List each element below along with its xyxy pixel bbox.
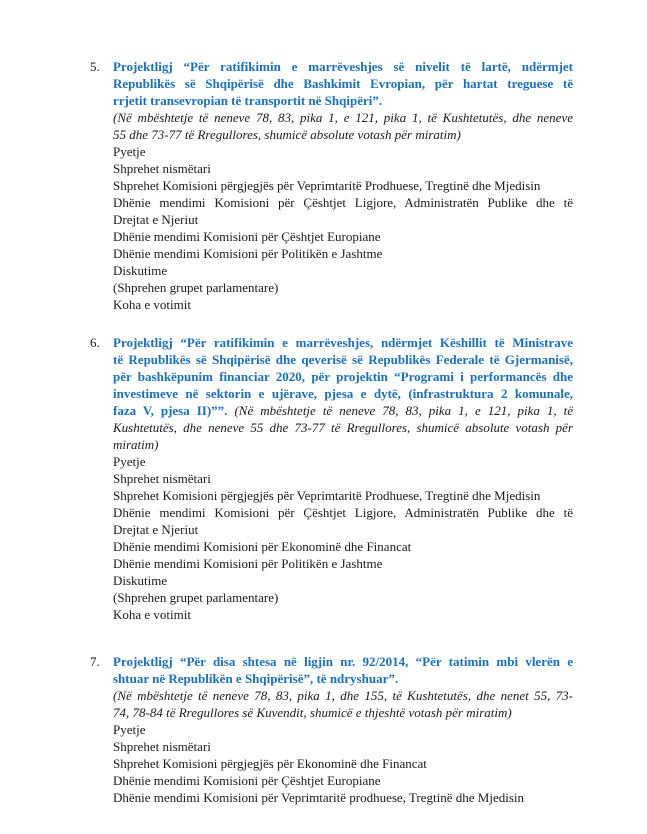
- item-procedure-line: [113, 504, 573, 521]
- item-title-line: [113, 653, 573, 670]
- item-title-line: [113, 92, 573, 109]
- procedure-text: (Shprehen grupet parlamentare): [113, 590, 279, 605]
- item-procedure-line: [113, 789, 573, 806]
- item-procedure-line: [113, 211, 573, 228]
- title-text: të Republikës së Shqipërisë dhe qeverisë së Republikës Federale të Gjermanisë,: [113, 352, 573, 367]
- procedure-text: Diskutime: [113, 573, 168, 588]
- item-legal-basis-line: [113, 419, 573, 436]
- item-procedure-line: [113, 262, 573, 279]
- item-content: [113, 58, 573, 313]
- procedure-text: Dhënie mendimi Komisioni për Çështjet Ligjore, Administratën Publike dhe të: [113, 195, 573, 210]
- item-legal-basis-line: [113, 687, 573, 704]
- item-procedure-line: [113, 721, 573, 738]
- item-procedure-line: [113, 143, 573, 160]
- procedure-text: Drejtat e Njeriut: [113, 212, 199, 227]
- item-procedure-line: [113, 555, 573, 572]
- legal-basis-text: Kushtetutës, dhe neneve 55 dhe 73-77 të Rregullores, shumicë absolute votash për: [113, 420, 573, 435]
- item-number: 6.: [90, 335, 100, 350]
- procedure-text: Dhënie mendimi Komisioni për Ekonominë dhe Financat: [113, 539, 412, 554]
- item-title-line: [113, 670, 573, 687]
- title-text: Projektligj “Për ratifikimin e marrëveshjes, ndërmjet Këshillit të Ministrave: [113, 335, 573, 350]
- procedure-text: Pyetje: [113, 144, 146, 159]
- procedure-text: Dhënie mendimi Komisioni për Çështjet Europiane: [113, 229, 381, 244]
- procedure-text: Shprehet Komisioni përgjegjës për Veprimtaritë Prodhuese, Tregtinë dhe Mjedisin: [113, 488, 541, 503]
- item-legal-basis-line: [113, 436, 573, 453]
- item-procedure-line: [113, 194, 573, 211]
- procedure-text: Diskutime: [113, 263, 168, 278]
- item-procedure-line: [113, 772, 573, 789]
- item-title-line: [113, 351, 573, 368]
- procedure-text: Pyetje: [113, 722, 146, 737]
- item-legal-basis-line: [113, 704, 573, 721]
- agenda-item: [90, 653, 647, 806]
- item-procedure-line: [113, 521, 573, 538]
- item-procedure-line: [113, 487, 573, 504]
- item-title-line: [113, 75, 573, 92]
- procedure-text: Koha e votimit: [113, 607, 191, 622]
- procedure-text: Shprehet Komisioni përgjegjës për Veprimtaritë Prodhuese, Tregtinë dhe Mjedisin: [113, 178, 541, 193]
- procedure-text: Koha e votimit: [113, 297, 191, 312]
- title-text: rrjetit transevropian të transportit në Shqipëri”.: [113, 93, 383, 108]
- item-procedure-line: [113, 738, 573, 755]
- title-text: investimeve në sektorin e ujërave, pjesa e dytë, (infrastruktura 2 komunale,: [113, 386, 573, 401]
- procedure-text: Dhënie mendimi Komisioni për Politikën e Jashtme: [113, 246, 383, 261]
- procedure-text: Pyetje: [113, 454, 146, 469]
- item-content: [113, 334, 573, 623]
- item-procedure-line: [113, 572, 573, 589]
- item-legal-basis-line: [113, 109, 573, 126]
- item-title-line: [113, 334, 573, 351]
- legal-basis-text: 55 dhe 73-77 të Rregullores, shumicë absolute votash për miratim): [113, 127, 461, 142]
- legal-basis-text: (Në mbështetje të neneve 78, 83, pika 1, dhe 155, të Kushtetutës, dhe nenet 55, 73-: [113, 688, 573, 703]
- legal-basis-text: (Në mbështetje të neneve 78, 83, pika 1, e 121, pika 1, të Kushtetutës, dhe neneve: [113, 110, 573, 125]
- title-text: për bashkëpunim financiar 2020, për projektin “Programi i performancës dhe: [113, 369, 573, 384]
- procedure-text: Dhënie mendimi Komisioni për Çështjet Ligjore, Administratën Publike dhe të: [113, 505, 573, 520]
- agenda-item: [90, 334, 647, 623]
- item-title-line: [113, 58, 573, 75]
- item-number: 7.: [90, 654, 100, 669]
- title-text: Projektligj “Për disa shtesa në ligjin nr. 92/2014, “Për tatimin mbi vlerën e: [113, 654, 573, 669]
- item-procedure-line: [113, 177, 573, 194]
- title-text: Republikës së Shqipërisë dhe Bashkimit Evropian, për hartat treguese të: [113, 76, 573, 91]
- item-legal-basis-line: [113, 126, 573, 143]
- legal-basis-text: miratim): [113, 437, 159, 452]
- item-procedure-line: [113, 160, 573, 177]
- agenda-items: [90, 58, 647, 806]
- item-title-line: [113, 385, 573, 402]
- title-text: shtuar në Republikën e Shqipërisë”, të ndryshuar”.: [113, 671, 399, 686]
- procedure-text: (Shprehen grupet parlamentare): [113, 280, 279, 295]
- item-number: 5.: [90, 59, 100, 74]
- procedure-text: Shprehet Komisioni përgjegjës për Ekonominë dhe Financat: [113, 756, 427, 771]
- item-title-line: [113, 368, 573, 385]
- item-procedure-line: [113, 228, 573, 245]
- procedure-text: Dhënie mendimi Komisioni për Çështjet Europiane: [113, 773, 381, 788]
- procedure-text: Dhënie mendimi Komisioni për Veprimtaritë prodhuese, Tregtinë dhe Mjedisin: [113, 790, 525, 805]
- legal-basis-text: (Në mbështetje të neneve 78, 83, pika 1, e 121, pika 1, të: [227, 403, 573, 418]
- item-procedure-line: [113, 755, 573, 772]
- procedure-text: Shprehet nismëtari: [113, 471, 211, 486]
- procedure-text: Drejtat e Njeriut: [113, 522, 199, 537]
- item-procedure-line: [113, 296, 573, 313]
- procedure-text: Shprehet nismëtari: [113, 161, 211, 176]
- item-procedure-line: [113, 470, 573, 487]
- item-procedure-line: [113, 453, 573, 470]
- agenda-item: [90, 58, 647, 313]
- item-procedure-line: [113, 589, 573, 606]
- legal-basis-text: 74, 78-84 të Rregullores së Kuvendit, shumicë e thjeshtë votash për miratim): [113, 705, 512, 720]
- item-procedure-line: [113, 606, 573, 623]
- item-title-line: [113, 402, 573, 419]
- procedure-text: Shprehet nismëtari: [113, 739, 211, 754]
- item-procedure-line: [113, 279, 573, 296]
- item-procedure-line: [113, 538, 573, 555]
- title-text: faza V, pjesa II)””.: [113, 403, 228, 418]
- title-text: Projektligj “Për ratifikimin e marrëveshjes së nivelit të lartë, ndërmjet: [113, 59, 573, 74]
- item-procedure-line: [113, 245, 573, 262]
- procedure-text: Dhënie mendimi Komisioni për Politikën e Jashtme: [113, 556, 383, 571]
- item-content: [113, 653, 573, 806]
